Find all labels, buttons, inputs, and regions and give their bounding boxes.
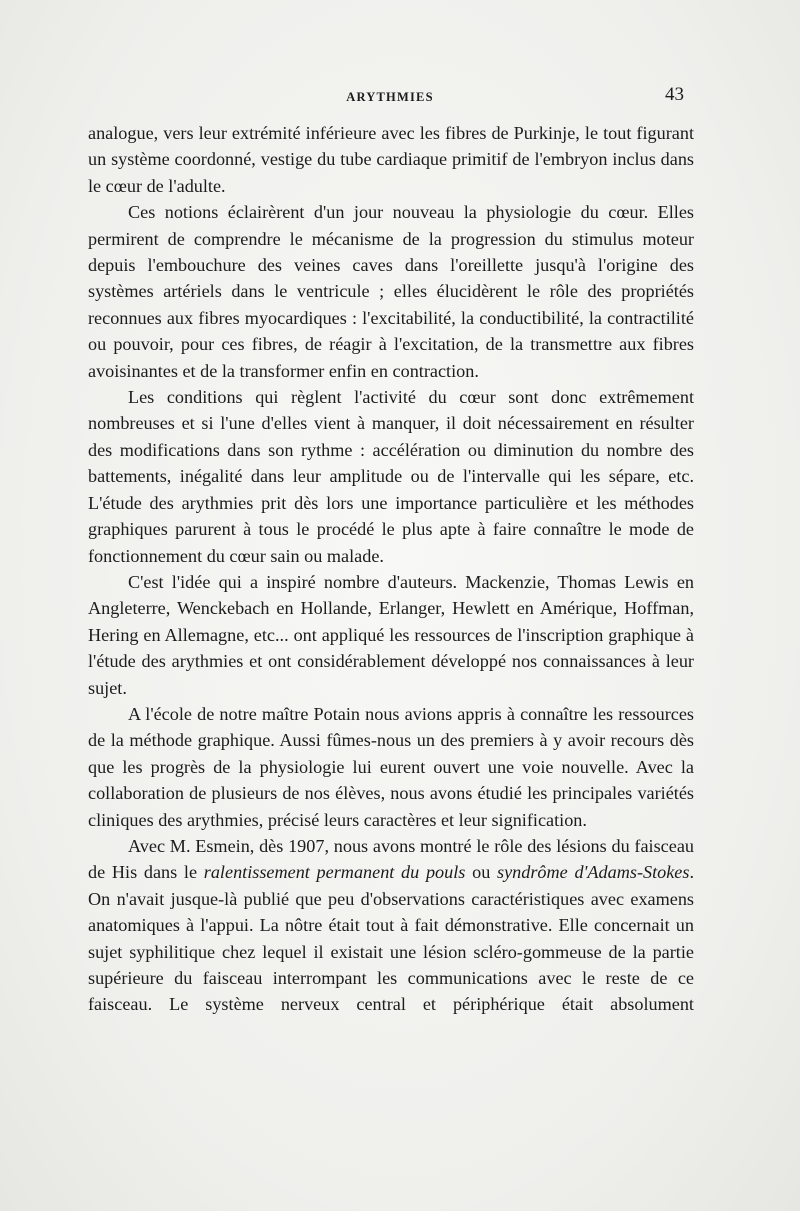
paragraph: A l'école de notre maître Potain nous avions appris à connaître les ressources de la méthode graphique. Aussi fûmes-nous un des premiers à y avoir recours dès que les progrès de la physiologie lui eurent ouvert une voie nouvelle. Avec la collaboration de plusieurs de nos élèves, nous avons étudié les principales variétés cliniques des arythmies, précisé leurs caractères et leur signification. (88, 703, 694, 830)
paragraph: C'est l'idée qui a inspiré nombre d'auteurs. Mackenzie, Thomas Lewis en Angleterre, Wenckebach en Hollande, Erlanger, Hewlett en Amérique, Hoffman, Hering en Allemagne, etc... ont appliqué les ressources de l'inscription graphique à l'étude des arythmies et ont considérablement développé nos connaissances à leur sujet. (88, 571, 694, 698)
paragraph-continuation: analogue, vers leur extrémité inférieure avec les fibres de Purkinje, le tout figurant un système coordonné, vestige du tube cardiaque primitif de l'embryon inclus dans le cœur de l'adulte. (88, 123, 694, 196)
paragraph-continued (88, 833, 694, 1018)
text-body (88, 120, 694, 1018)
page-number: 43 (665, 84, 684, 105)
paragraph-text: . On n'avait jusque-là publié que peu d'observations caractéristiques avec examens anatomiques à l'appui. La nôtre était tout à fait démonstrative. Elle concernait un sujet syphilitique chez lequel il existait une lésion scléro-gommeuse de la partie supérieure du faisceau interrompant les communications avec le reste de ce faisceau. Le système nerveux central et périphérique était absolument (88, 862, 695, 1015)
paragraph: Les conditions qui règlent l'activité du cœur sont donc extrêmement nombreuses et si l'une d'elles vient à manquer, il doit nécessairement en résulter des modifications dans son rythme : accélération ou diminution du nombre des battements, inégalité dans leur amplitude ou de l'intervalle qui les sépare, etc. L'étude des arythmies prit dès lors une importance particulière et les méthodes graphiques parurent à tous le procédé le plus apte à faire connaître le mode de fonctionnement du cœur sain ou malade. (88, 387, 694, 566)
paragraph-text: Avec M. Esmein, dès 1907, nous avons montré le rôle des lésions du faisceau de His dans le (88, 835, 694, 883)
italic-term: syndrôme d'Adams-Stokes (497, 862, 690, 883)
running-title: ARYTHMIES (346, 90, 434, 104)
paragraph: Ces notions éclairèrent d'un jour nouveau la physiologie du cœur. Elles permirent de comprendre le mécanisme de la progression du stimulus moteur depuis l'embouchure des veines caves dans l'oreillette jusqu'à l'origine des systèmes artériels dans le ventricule ; elles élucidèrent le rôle des propriétés reconnues aux fibres myocardiques : l'excitabilité, la conductibilité, la contractilité ou pouvoir, pour ces fibres, de réagir à l'excitation, de la transmettre aux fibres avoisinantes et de la transformer enfin en contraction. (88, 202, 694, 381)
italic-term: ralentissement permanent du pouls (203, 862, 466, 883)
running-head (90, 86, 690, 110)
paragraph-text: ou (465, 862, 498, 883)
